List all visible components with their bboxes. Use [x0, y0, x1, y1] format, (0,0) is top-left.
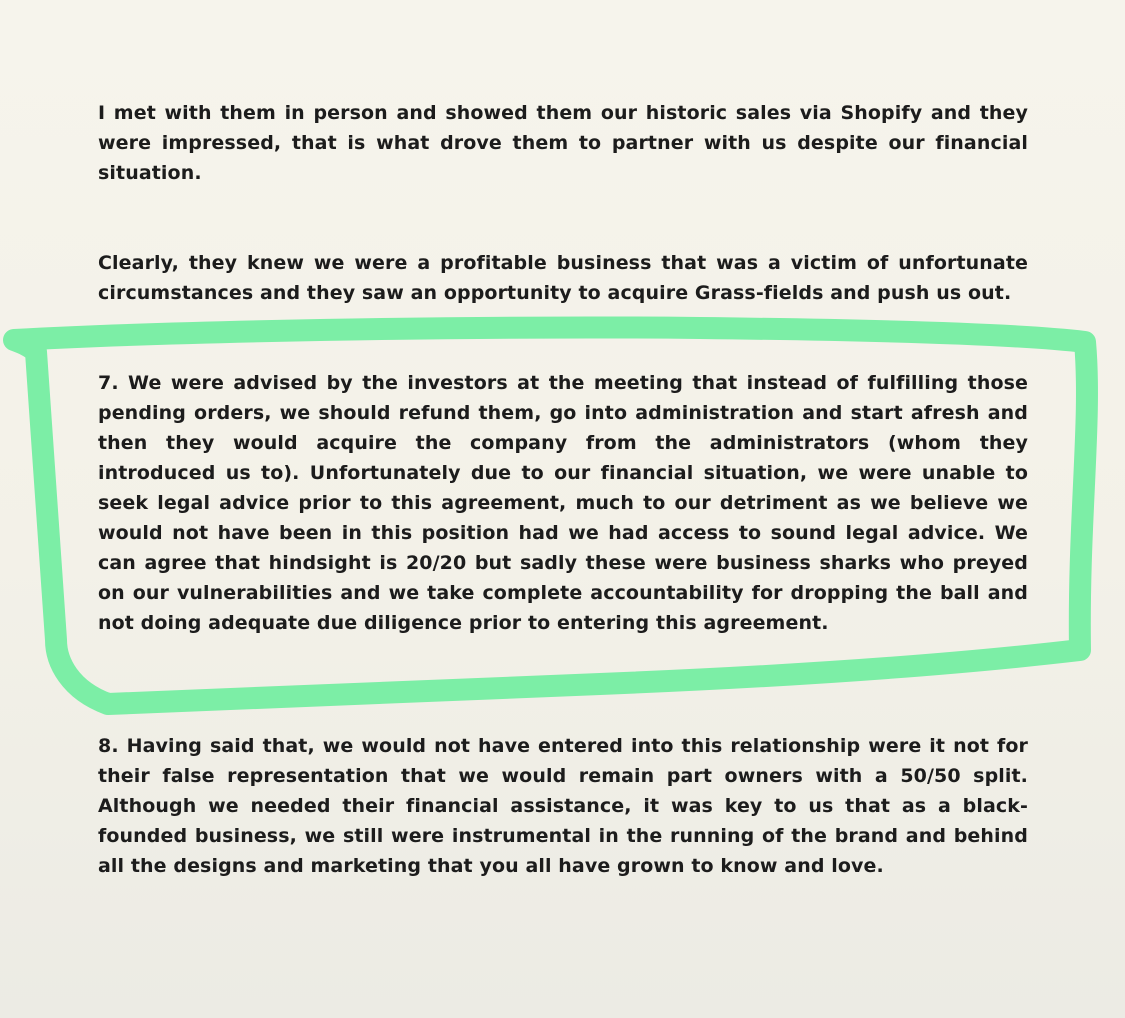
paragraph-7-highlighted: 7. We were advised by the investors at the meeting that instead of fulfilling those pending orders, we should refund them, go into administration and start afresh and then they would acquire the company from the administrators (whom they introduced us to). Unfortunately due to our financial situation, we were unable to seek legal advice prior to this agreement, much to our detriment as we believe we would not have been in this position had we had access to sound legal advice. We can agree that hindsight is 20/20 but sadly these were business sharks who preyed on our vulnerabilities and we take complete accountability for dropping the ball and not doing adequate due diligence prior to entering this agreement. — [98, 372, 1028, 634]
paragraph-clearly: Clearly, they knew we were a profitable business that was a victim of unfortunate circumstances and they saw an opportunity to acquire Grass-fields and push us out. — [98, 252, 1028, 304]
paragraph-intro: I met with them in person and showed them our historic sales via Shopify and they were impressed, that is what drove them to partner with us despite our financial situation. — [98, 102, 1028, 184]
paragraph-8: 8. Having said that, we would not have entered into this relationship were it not for their false representation that we would remain part owners with a 50/50 split. Although we needed their financial assistance, it was key to us that as a black-founded business, we still were instrumental in the running of the brand and behind all the designs and marketing that you all have grown to know and love. — [98, 735, 1028, 877]
